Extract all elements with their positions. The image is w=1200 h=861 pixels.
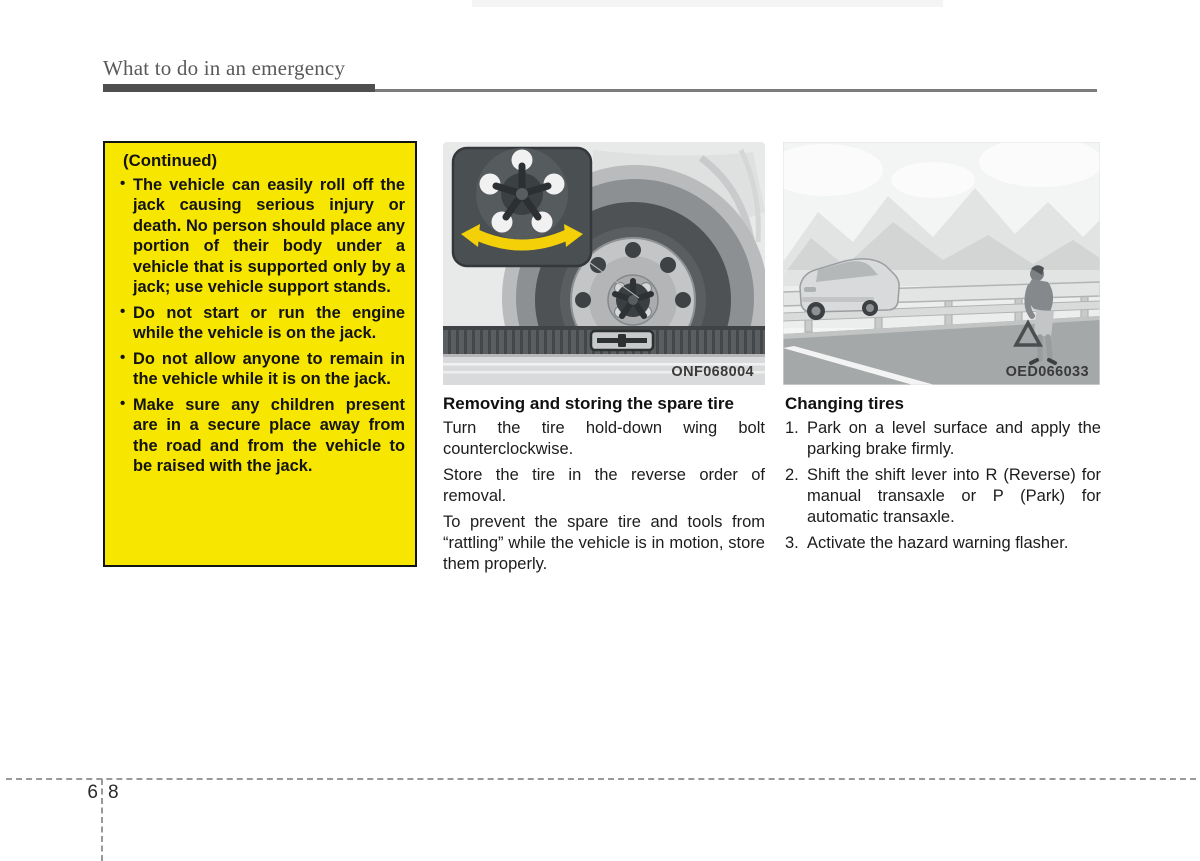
body-paragraph: Store the tire in the reverse order of removal. — [443, 465, 765, 505]
warning-box-title: (Continued) — [123, 151, 218, 170]
warning-bullet: • Do not allow anyone to remain in the vehicle while it is on the jack. — [120, 349, 405, 390]
spare-tire-section — [443, 393, 765, 580]
figure-code-label: OED066033 — [1005, 364, 1089, 380]
step-text: Activate the hazard warning flasher. — [807, 533, 1069, 552]
footer-chapter-number: 6 — [87, 782, 98, 803]
page-title: What to do in an emergency — [103, 56, 346, 80]
numbered-step — [785, 533, 1101, 554]
step-number: 1. — [785, 418, 799, 437]
figure-code-label: ONF068004 — [671, 364, 754, 380]
footer-dashed-line-horizontal — [6, 778, 1196, 780]
wing-bolt-inset — [453, 148, 591, 266]
body-paragraph: To prevent the spare tire and tools from “rattling” while the vehicle is in motion, store them properly. — [443, 512, 765, 573]
header-rule-thick — [103, 84, 375, 92]
footer-dashed-line-vertical — [101, 779, 103, 861]
roadside-illustration — [783, 142, 1100, 385]
footer-page-number: 8 — [108, 782, 119, 803]
changing-tires-steps — [785, 418, 1101, 554]
section-heading-removing-spare: Removing and storing the spare tire — [443, 394, 734, 413]
warning-bullet-list — [120, 175, 405, 477]
spare-tire-illustration — [443, 142, 765, 385]
warning-bullet: • Do not start or run the engine while the vehicle is on the jack. — [120, 303, 405, 344]
spare-tire-paragraphs — [443, 418, 765, 575]
step-text: Park on a level surface and apply the parking brake firmly. — [807, 418, 1101, 458]
step-number: 2. — [785, 465, 799, 484]
warning-box — [103, 141, 417, 567]
numbered-step — [785, 418, 1101, 460]
top-scan-band — [472, 0, 943, 7]
header-rule-thin — [375, 89, 1097, 92]
changing-tires-section — [785, 393, 1101, 559]
floor-latch — [591, 331, 653, 350]
numbered-step — [785, 465, 1101, 528]
warning-bullet: • Make sure any children present are in a secure place away from the road and from the vehicle to be raised with the jack. — [120, 395, 405, 477]
section-heading-changing-tires: Changing tires — [785, 394, 905, 413]
body-paragraph: Turn the tire hold-down wing bolt counterclockwise. — [443, 418, 765, 458]
spare-tire-figure — [443, 142, 765, 385]
roadside-figure — [783, 142, 1100, 385]
warning-bullet: • The vehicle can easily roll off the jack causing serious injury or death. No person should place any portion of their body under a vehicle that is supported only by a jack; use vehicle support stands. — [120, 175, 405, 298]
step-text: Shift the shift lever into R (Reverse) for manual transaxle or P (Park) for automatic transaxle. — [807, 465, 1101, 526]
step-number: 3. — [785, 533, 799, 552]
